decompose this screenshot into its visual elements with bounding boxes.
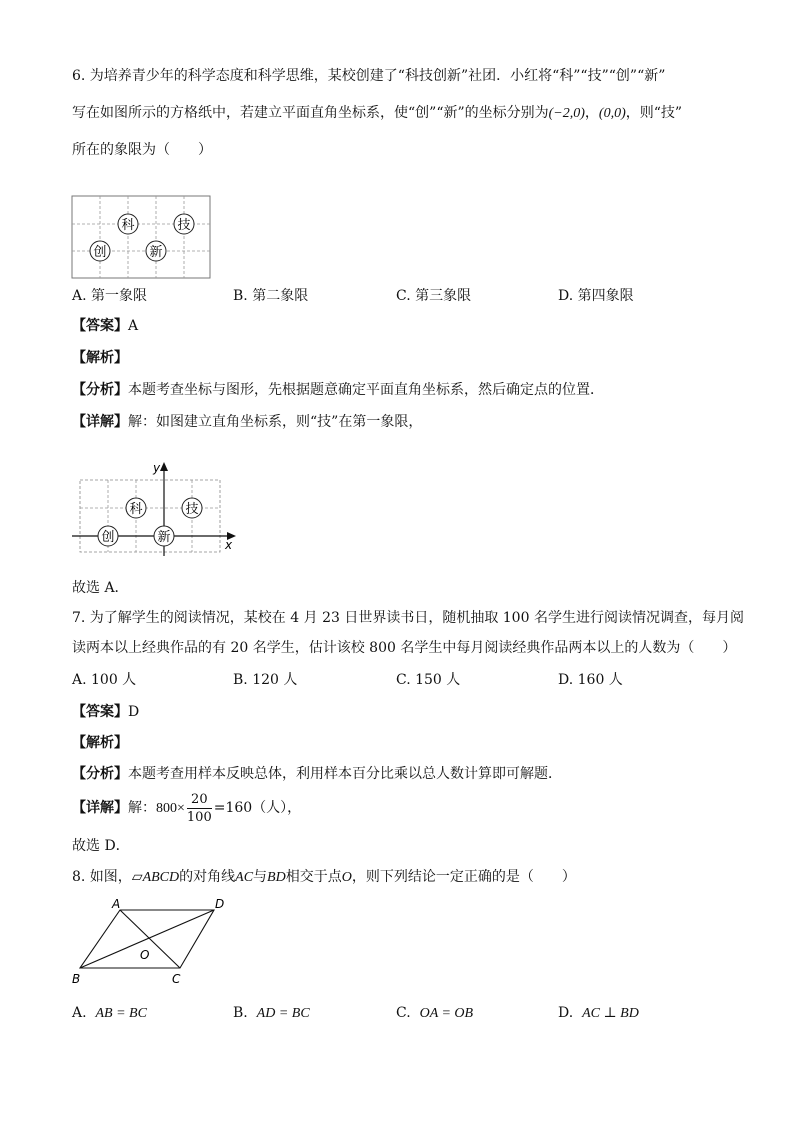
vertex-a-label: A (112, 897, 121, 911)
vertex-c-label: C (172, 972, 181, 986)
q6-stem-line1: 6. 为培养青少年的科学态度和科学思维，某校创建了“科技创新”社团．小红将“科”“技”“创”“新” (72, 68, 666, 84)
q7-option-a: A. 100 人 (72, 672, 137, 688)
svg-text:新: 新 (149, 245, 163, 260)
q6-option-c: C. 第三象限 (396, 288, 472, 304)
q6-stem-line2-end: ，则“技” (625, 105, 683, 121)
axes-char-ji (182, 498, 202, 518)
q7-answer (72, 702, 139, 722)
q6-option-b: B. 第二象限 (233, 288, 309, 304)
q7-option-b: B. 120 人 (233, 672, 298, 688)
q6-comma: ， (584, 105, 599, 121)
center-o-label: O (140, 948, 150, 962)
svg-text:创: 创 (101, 530, 115, 545)
q8-point-o: O (341, 870, 352, 885)
q7-option-c: C. 150 人 (396, 672, 461, 688)
q8-stem-pre: 8. 如图， (72, 869, 132, 885)
svg-text:科: 科 (129, 502, 143, 517)
q8-stem-end: ，则下列结论一定正确的是（ ） (351, 869, 576, 885)
q7-fraction (187, 791, 212, 826)
q8-stem-mid3: 相交于点 (285, 869, 342, 885)
q8-option-a (72, 1003, 147, 1024)
q6-answer (72, 316, 138, 336)
q8-bd: BD (267, 870, 286, 885)
q7-expr-right: =160（人）， (213, 800, 302, 816)
grid-char-ke (118, 214, 138, 234)
q7-fenxi-text: 本题考查用样本反映总体，利用样本百分比乘以总人数计算即可解题． (128, 766, 562, 782)
q6-grid-figure (70, 194, 214, 282)
svg-text:技: 技 (185, 502, 199, 517)
q7-frac-den: 100 (186, 809, 212, 825)
q6-fenxi (72, 380, 604, 400)
q6-axes-figure (66, 458, 242, 558)
q6-stem-line2-text: 写在如图所示的方格纸中，若建立平面直角坐标系，使“创”“新”的坐标分别为 (72, 105, 549, 121)
vertex-d-label: D (215, 897, 225, 911)
axes-char-xin (154, 526, 174, 546)
vertex-b-label: B (72, 972, 81, 986)
q7-answer-tag: 【答案】 (72, 704, 128, 720)
q7-detail (72, 790, 301, 827)
q8-option-d-expr: AC ⊥ BD (582, 1006, 639, 1021)
q8-option-a-label: A. (72, 1005, 87, 1021)
q7-detail-pre: 解： (128, 800, 156, 816)
q6-answer-tag: 【答案】 (72, 318, 128, 334)
grid-char-xin (146, 241, 166, 261)
q6-coord-xin: (0,0) (598, 106, 626, 121)
q8-stem-mid1: 的对角线 (179, 869, 236, 885)
q7-conclusion: 故选 D． (72, 838, 130, 854)
axes-char-ke (126, 498, 146, 518)
y-axis-label: y (153, 461, 161, 475)
q8-option-c-label: C. (396, 1005, 411, 1021)
q8-option-b-label: B. (233, 1005, 248, 1021)
q7-fenxi (72, 764, 562, 784)
q6-fenxi-tag: 【分析】 (72, 382, 128, 398)
svg-text:技: 技 (177, 218, 191, 233)
q8-parallelogram: ▱ABCD (131, 870, 180, 885)
q8-stem (72, 867, 576, 888)
q8-ac: AC (235, 870, 254, 885)
q7-frac-num: 20 (187, 791, 212, 809)
svg-text:创: 创 (93, 245, 107, 260)
q7-stem-line1: 7. 为了解学生的阅读情况，某校在 4 月 23 日世界读书日，随机抽取 100 名学生进行阅读情况调查，每月阅 (72, 610, 744, 626)
q8-option-b (233, 1003, 310, 1024)
q6-coord-chuang: (−2,0) (548, 106, 585, 121)
q6-fenxi-text: 本题考查坐标与图形，先根据题意确定平面直角坐标系，然后确定点的位置． (128, 382, 604, 398)
q6-stem-line3: 所在的象限为（ ） (72, 142, 212, 158)
q6-stem-line2 (72, 103, 682, 124)
q7-stem-line2: 读两本以上经典作品的有 20 名学生，估计该校 800 名学生中每月阅读经典作品两本以上的人数为（ ） (72, 640, 737, 656)
q8-option-c-expr: OA = OB (419, 1006, 474, 1021)
axes-char-chuang (98, 526, 118, 546)
q7-option-d: D. 160 人 (558, 672, 623, 688)
q8-option-c (396, 1003, 473, 1024)
q8-option-d (558, 1003, 639, 1024)
q7-expr-left: 800× (156, 801, 185, 816)
grid-char-chuang (90, 241, 110, 261)
q6-conclusion: 故选 A． (72, 580, 129, 596)
q6-option-d: D. 第四象限 (558, 288, 634, 304)
svg-text:科: 科 (121, 218, 135, 233)
q8-parallelogram-figure (66, 896, 236, 988)
q8-option-a-expr: AB = BC (95, 1006, 147, 1021)
q8-option-d-label: D. (558, 1005, 574, 1021)
q6-answer-value: A (128, 318, 139, 334)
q7-detail-tag: 【详解】 (72, 800, 128, 816)
q6-detail-text: 解：如图建立直角坐标系，则“技”在第一象限， (128, 414, 423, 430)
q7-fenxi-tag: 【分析】 (72, 766, 128, 782)
q7-analysis-tag: 【解析】 (72, 735, 128, 751)
q6-detail-tag: 【详解】 (72, 414, 128, 430)
q7-answer-value: D (128, 704, 140, 720)
x-axis-label: x (225, 538, 233, 552)
q6-analysis-tag: 【解析】 (72, 350, 128, 366)
svg-text:新: 新 (157, 530, 171, 545)
q6-detail (72, 412, 422, 432)
q6-option-a: A. 第一象限 (72, 288, 148, 304)
q8-option-b-expr: AD = BC (256, 1006, 310, 1021)
q8-stem-mid2: 与 (253, 869, 268, 885)
grid-char-ji (174, 214, 194, 234)
